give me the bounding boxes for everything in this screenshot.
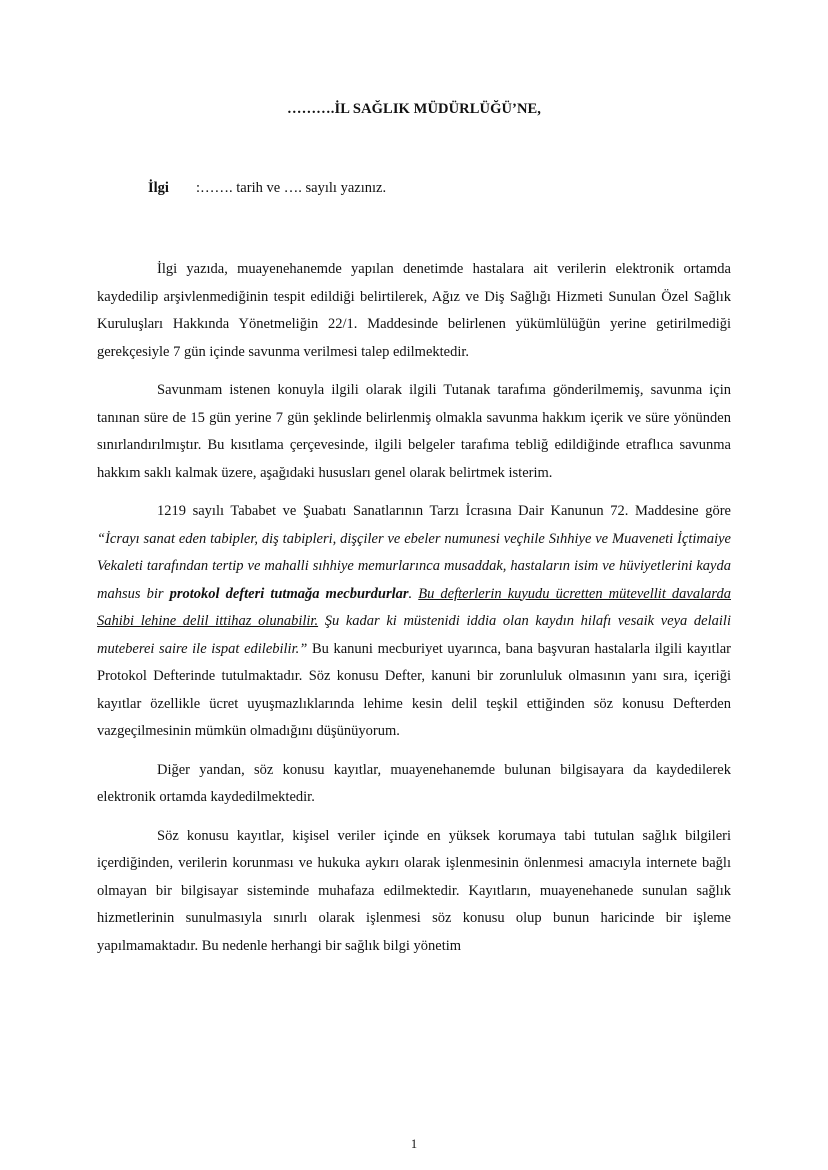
paragraph-4: Diğer yandan, söz konusu kayıtlar, muayenehanemde bulunan bilgisayara da kaydedilerek elektronik ortamda kaydedilmektedir. xyxy=(97,761,731,805)
law-reference: 1219 sayılı Tababet ve Şuabatı Sanatlarının Tarzı İcrasına Dair Kanunun 72. Maddesine göre xyxy=(157,503,731,519)
reference-label: İlgi xyxy=(148,180,169,196)
law-quote-underlined: Bu defterlerin kuyudu ücretten mütevellit davalarda Sahibi lehine delil ittihaz olunabilir. xyxy=(97,585,731,629)
law-quote-dot: . xyxy=(408,585,419,602)
document-body xyxy=(97,256,731,960)
reference-text: :……. tarih ve …. sayılı yazınız. xyxy=(196,180,387,196)
reference-line xyxy=(148,180,386,197)
paragraph-3 xyxy=(97,498,731,746)
document-title: ……….İL SAĞLIK MÜDÜRLÜĞÜ’NE, xyxy=(286,101,542,117)
paragraph-3-continuation: Bu kanuni mecburiyet uyarınca, bana başvuran hastalarla ilgili kayıtlar Protokol Defterinde tutulmaktadır. Söz konusu Defter, kanuni bir zorunluluk olmasının yanı sıra, içeriği kayıtlar özellikle ücret uyuşmazlıklarında lehime kesin delil teşkil ettiğinden söz konusu Defterden vazgeçilmesinin mümkün olmadığını düşünüyorum. xyxy=(97,640,732,739)
page-number: 1 xyxy=(410,1137,418,1151)
law-quote xyxy=(97,531,731,657)
law-quote-bold: protokol defteri tutmağa mecburdurlar xyxy=(169,585,409,602)
law-quote-part-1: “İcrayı sanat eden tabipler, diş tabipleri, dişçiler ve ebeler numunesi veçhile Sıhhiye ve Muaveneti İçtimaiye Vekaleti tarafından tertip ve mahalli sıhhiye memurlarınca musaddak, hastaların isim ve hüviyetlerini kayda mahsus bir xyxy=(97,530,731,602)
paragraph-2: Savunmam istenen konuyla ilgili olarak ilgili Tutanak tarafıma gönderilmemiş, savunma için tanınan süre de 15 gün yerine 7 gün şeklinde belirlenmiş olmakla savunma hakkım içerik ve süre yönünden sınırlandırılmıştır. Bu kısıtlama çerçevesinde, ilgili belgeler tarafıma tebliğ edildiğinde etraflıca savunma hakkım saklı kalmak üzere, aşağıdaki hususları genel olarak belirtmek isterim. xyxy=(97,382,731,481)
paragraph-1: İlgi yazıda, muayenehanemde yapılan denetimde hastalara ait verilerin elektronik ortamda kaydedilip arşivlenmediğinin tespit edildiği belirtilerek, Ağız ve Diş Sağlığı Hizmeti Sunulan Özel Sağlık Kuruluşları Hakkında Yönetmeliğin 22/1. Maddesinde belirlenen yükümlülüğün yerine getirilmediği gerekçesiyle 7 gün içinde savunma verilmesi talep edilmektedir. xyxy=(97,261,731,360)
paragraph-5: Söz konusu kayıtlar, kişisel veriler içinde en yüksek korumaya tabi tutulan sağlık bilgileri içerdiğinden, verilerin korunması ve hukuka aykırı olarak işlenmesinin önlenmesi amacıyla internete bağlı olmayan bir bilgisayar sisteminde muhafaza edilmektedir. Kayıtların, muayenehanede sunulan sağlık hizmetlerinin sunulmasıyla sınırlı olarak işlenmesi söz konusu olup bunun haricinde bir işleme yapılmamaktadır. Bu nedenle herhangi bir sağlık bilgi yönetim xyxy=(97,827,731,954)
law-quote-part-2: Şu kadar ki müstenidi iddia olan kaydın hilafı vesaik veya delaili muteberei saire ile ispat edilebilir.” xyxy=(97,613,731,657)
